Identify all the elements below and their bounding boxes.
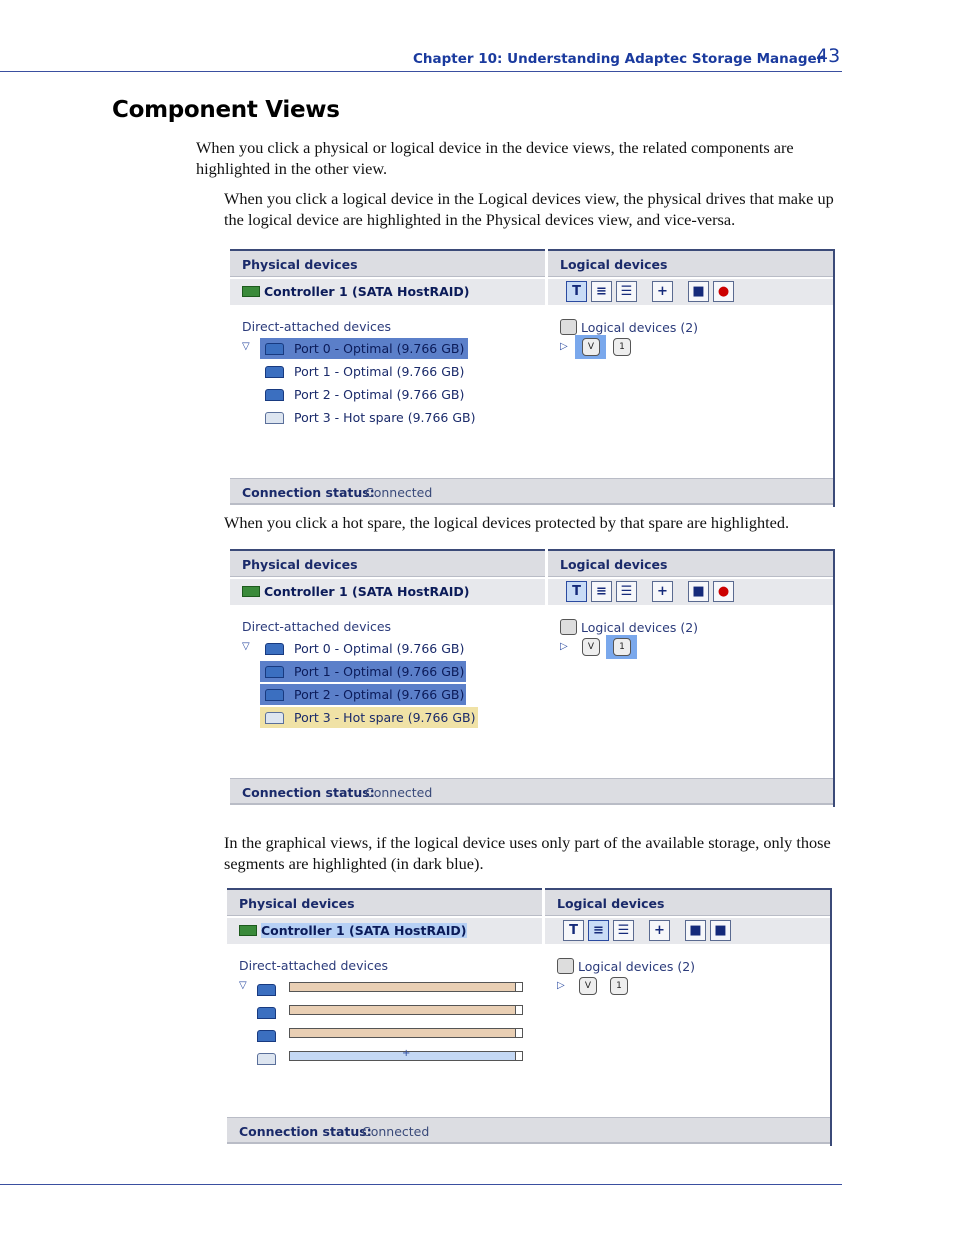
port-2-row[interactable] xyxy=(260,684,466,705)
copy-icon[interactable]: ■ xyxy=(685,920,706,941)
screenshot-logical-selected xyxy=(230,249,836,507)
graphical-view-icon[interactable]: ☰ xyxy=(613,920,634,941)
drive-icon xyxy=(265,666,284,678)
collapse-triangle-icon[interactable]: ▷ xyxy=(557,980,565,991)
expand-triangle-icon[interactable]: ▽ xyxy=(242,641,250,652)
hot-spare-icon xyxy=(265,712,284,724)
copy-icon[interactable]: ■ xyxy=(688,581,709,602)
logical-devices-count: Logical devices (2) xyxy=(578,958,696,974)
create-button[interactable]: + xyxy=(652,581,673,602)
logical-devices-icon xyxy=(560,319,577,335)
paragraph-3: When you click a hot spare, the logical devices protected by that spare are highlighted. xyxy=(224,513,790,532)
logical-devices-count: Logical devices (2) xyxy=(581,319,699,335)
list-view-icon[interactable]: ≡ xyxy=(588,920,609,941)
device-area xyxy=(230,605,833,778)
graphical-view-icon[interactable]: ☰ xyxy=(616,581,637,602)
drive-icon xyxy=(265,389,284,401)
status-bar xyxy=(230,778,833,805)
logical-devices-label: Logical devices xyxy=(557,896,665,911)
logical-device-1-icon[interactable]: 1 xyxy=(613,638,631,656)
hot-spare-icon xyxy=(257,1053,276,1065)
port-1-row[interactable] xyxy=(260,361,464,382)
port-2-row[interactable] xyxy=(260,384,464,405)
port-1-segment-bar[interactable] xyxy=(289,1005,523,1015)
graphical-view-icon[interactable]: ☰ xyxy=(616,281,637,302)
segment-end-cap xyxy=(515,1029,522,1037)
copy-icon[interactable]: ■ xyxy=(688,281,709,302)
logical-devices-header xyxy=(548,249,833,277)
toolbar xyxy=(548,579,833,605)
physical-devices-header xyxy=(230,249,545,277)
port-3-label: Port 3 - Hot spare (9.766 GB) xyxy=(294,410,476,425)
controller-label: Controller 1 (SATA HostRAID) xyxy=(261,923,467,938)
physical-devices-header xyxy=(230,549,545,577)
port-1-label: Port 1 - Optimal (9.766 GB) xyxy=(294,664,465,679)
port-2-label: Port 2 - Optimal (9.766 GB) xyxy=(294,687,465,702)
controller-bar xyxy=(227,918,542,944)
expand-triangle-icon[interactable]: ▽ xyxy=(242,341,250,352)
delete-icon[interactable]: ● xyxy=(713,281,734,302)
text-view-button[interactable]: T xyxy=(566,281,587,302)
drive-icon xyxy=(257,984,276,996)
status-label: Connection status: xyxy=(239,1124,372,1139)
hot-spare-icon xyxy=(265,412,284,424)
plus-icon: + xyxy=(402,1048,411,1059)
list-view-icon[interactable]: ≡ xyxy=(591,281,612,302)
status-value: Connected xyxy=(362,1124,430,1139)
controller-icon xyxy=(242,586,260,597)
port-3-segment-bar[interactable] xyxy=(289,1048,523,1061)
device-area xyxy=(230,305,833,478)
port-0-row[interactable] xyxy=(260,338,468,359)
status-label: Connection status: xyxy=(242,485,375,500)
screenshot-hot-spare-selected xyxy=(230,549,836,807)
logical-devices-icon xyxy=(560,619,577,635)
paragraph-2: When you click a logical device in the Logical devices view, the physical drives that make up the logical device are highlighted in the Physical devices view, and vice-versa. xyxy=(224,189,834,229)
segment-end-cap xyxy=(515,1006,522,1014)
logical-devices-header xyxy=(548,549,833,577)
header-rule xyxy=(0,71,842,72)
toolbar xyxy=(545,918,830,944)
controller-label: Controller 1 (SATA HostRAID) xyxy=(264,284,470,299)
port-2-label: Port 2 - Optimal (9.766 GB) xyxy=(294,387,465,402)
direct-attached-label: Direct-attached devices xyxy=(242,319,392,334)
physical-devices-label: Physical devices xyxy=(242,257,358,272)
logical-device-1-icon[interactable]: 1 xyxy=(610,977,628,995)
panel-border xyxy=(833,549,835,807)
physical-devices-label: Physical devices xyxy=(239,896,355,911)
page-number: 43 xyxy=(816,45,841,67)
logical-devices-label: Logical devices xyxy=(560,257,668,272)
logical-device-v-icon[interactable]: V xyxy=(582,338,600,356)
controller-item[interactable] xyxy=(239,923,467,938)
segment-end-cap xyxy=(515,1052,522,1060)
drive-icon xyxy=(265,366,284,378)
direct-attached-label: Direct-attached devices xyxy=(239,958,389,973)
controller-icon xyxy=(239,925,257,936)
controller-icon xyxy=(242,286,260,297)
status-bar xyxy=(227,1117,830,1144)
status-label: Connection status: xyxy=(242,785,375,800)
paragraph-1: When you click a physical or logical device in the device views, the related components are highlighted in the other view. xyxy=(196,138,794,178)
logical-devices-node[interactable] xyxy=(557,958,695,974)
delete-icon[interactable]: ■ xyxy=(710,920,731,941)
collapse-triangle-icon[interactable]: ▷ xyxy=(560,641,568,652)
text-view-button[interactable]: T xyxy=(563,920,584,941)
logical-devices-label: Logical devices xyxy=(560,557,668,572)
logical-device-v-icon[interactable]: V xyxy=(579,977,597,995)
port-1-row[interactable] xyxy=(260,661,466,682)
create-button[interactable]: + xyxy=(649,920,670,941)
port-0-label: Port 0 - Optimal (9.766 GB) xyxy=(294,341,465,356)
delete-icon[interactable]: ● xyxy=(713,581,734,602)
create-button[interactable]: + xyxy=(652,281,673,302)
chapter-header: Chapter 10: Understanding Adaptec Storage Manager xyxy=(413,51,824,67)
controller-bar xyxy=(230,279,545,305)
logical-devices-node[interactable] xyxy=(560,319,698,335)
logical-devices-icon xyxy=(557,958,574,974)
logical-devices-count: Logical devices (2) xyxy=(581,619,699,635)
controller-item[interactable] xyxy=(242,284,470,299)
screenshot-graphical-view xyxy=(227,888,833,1146)
port-0-row[interactable] xyxy=(260,638,464,659)
panel-border xyxy=(833,249,835,507)
port-3-label: Port 3 - Hot spare (9.766 GB) xyxy=(294,710,476,725)
port-0-label: Port 0 - Optimal (9.766 GB) xyxy=(294,641,465,656)
paragraph-4: In the graphical views, if the logical device uses only part of the available storage, only those segments are highlighted (in dark blue). xyxy=(224,833,831,873)
controller-bar xyxy=(230,579,545,605)
port-3-row[interactable] xyxy=(260,407,476,428)
port-2-segment-bar[interactable] xyxy=(289,1028,523,1038)
drive-icon xyxy=(257,1007,276,1019)
expand-triangle-icon[interactable]: ▽ xyxy=(239,980,247,991)
direct-attached-label: Direct-attached devices xyxy=(242,619,392,634)
status-bar xyxy=(230,478,833,505)
status-value: Connected xyxy=(365,785,433,800)
list-view-icon[interactable]: ≡ xyxy=(591,581,612,602)
drive-icon xyxy=(257,1030,276,1042)
logical-device-v-icon[interactable]: V xyxy=(582,638,600,656)
controller-label: Controller 1 (SATA HostRAID) xyxy=(264,584,470,599)
logical-devices-header xyxy=(545,888,830,916)
port-0-segment-bar[interactable] xyxy=(289,982,523,992)
collapse-triangle-icon[interactable]: ▷ xyxy=(560,341,568,352)
panel-border xyxy=(830,888,832,1146)
segment-end-cap xyxy=(515,983,522,991)
logical-devices-node[interactable] xyxy=(560,619,698,635)
section-title: Component Views xyxy=(112,97,340,123)
footer-rule xyxy=(0,1184,842,1185)
drive-icon xyxy=(265,689,284,701)
physical-devices-label: Physical devices xyxy=(242,557,358,572)
status-value: Connected xyxy=(365,485,433,500)
device-area xyxy=(227,944,830,1117)
drive-icon xyxy=(265,343,284,355)
physical-devices-header xyxy=(227,888,542,916)
toolbar xyxy=(548,279,833,305)
logical-device-1-icon[interactable]: 1 xyxy=(613,338,631,356)
port-3-row[interactable] xyxy=(260,707,478,728)
text-view-button[interactable]: T xyxy=(566,581,587,602)
drive-icon xyxy=(265,643,284,655)
controller-item[interactable] xyxy=(242,584,470,599)
port-1-label: Port 1 - Optimal (9.766 GB) xyxy=(294,364,465,379)
